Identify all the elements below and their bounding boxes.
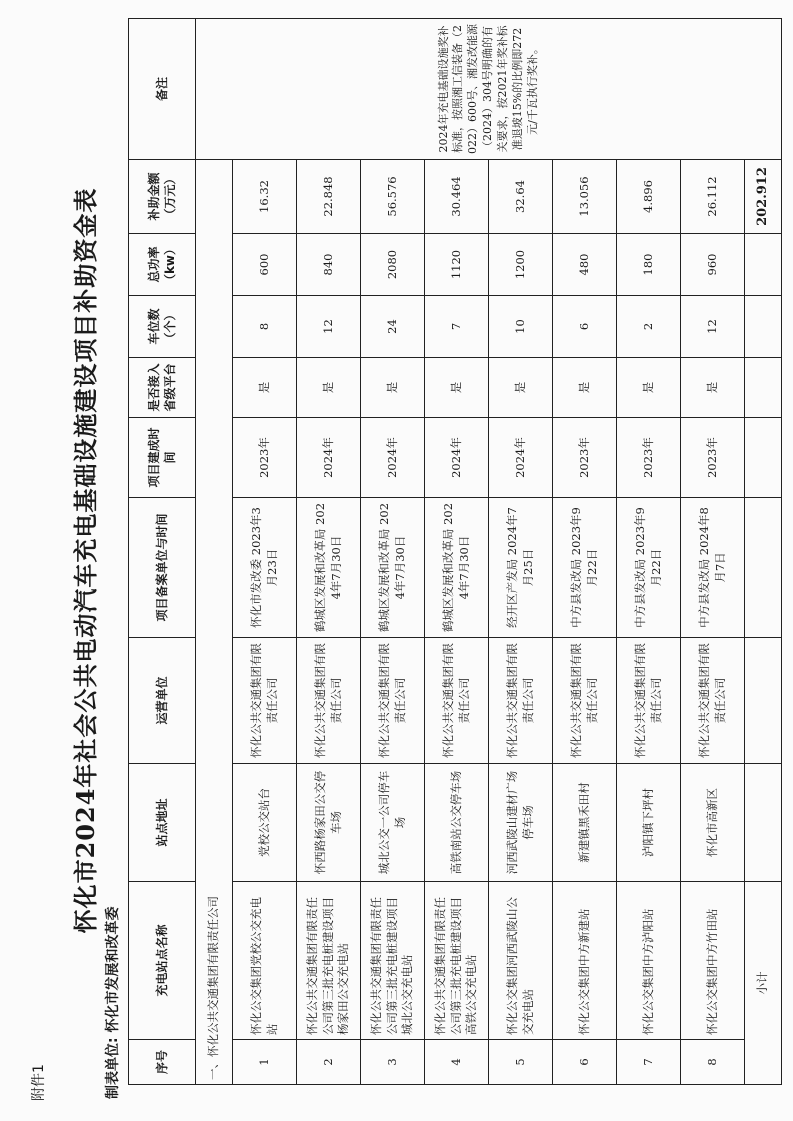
cell-spots: 24 (361, 296, 425, 358)
cell-address: 泸阳镇下坪村 (617, 764, 681, 882)
header-power: 总功率（kw） (129, 234, 196, 296)
cell-subsidy: 22.848 (297, 160, 361, 234)
cell-address: 高铁南站公交停车场 (425, 764, 489, 882)
table-row (425, 19, 489, 1085)
cell-station: 怀化公交集团河西武陵山公交充电站 (489, 882, 553, 1040)
section-title: 一、怀化公共交通集团有限责任公司 (196, 160, 233, 1085)
cell-seq: 6 (553, 1040, 617, 1085)
cell-platform: 是 (553, 358, 617, 418)
cell-station: 怀化公共交通集团有限责任公司第三批充电桩建设项目杨家田公交充电站 (297, 882, 361, 1040)
empty-cell (745, 234, 782, 296)
cell-power: 480 (553, 234, 617, 296)
table-row (681, 19, 745, 1085)
attachment-label: 附件1 (31, 1064, 47, 1101)
cell-platform: 是 (617, 358, 681, 418)
subtotal-row (745, 19, 782, 1085)
cell-subsidy: 26.112 (681, 160, 745, 234)
cell-filing: 经开区产发局 2024年7月25日 (489, 498, 553, 638)
cell-operator: 怀化公共交通集团有限责任公司 (617, 638, 681, 764)
cell-filing: 中方县发改局 2023年9月22日 (553, 498, 617, 638)
cell-spots: 7 (425, 296, 489, 358)
cell-year: 2023年 (233, 418, 297, 498)
empty-cell (745, 418, 782, 498)
cell-subsidy: 32.64 (489, 160, 553, 234)
empty-cell (745, 296, 782, 358)
cell-platform: 是 (361, 358, 425, 418)
cell-filing: 中方县发改局 2024年8月7日 (681, 498, 745, 638)
section-row (196, 19, 233, 1085)
cell-year: 2024年 (361, 418, 425, 498)
cell-operator: 怀化公共交通集团有限责任公司 (681, 638, 745, 764)
cell-seq: 3 (361, 1040, 425, 1085)
subsidy-table (128, 18, 782, 1085)
cell-address: 新建镇黑禾田村 (553, 764, 617, 882)
header-address: 站点地址 (129, 764, 196, 882)
cell-platform: 是 (425, 358, 489, 418)
cell-operator: 怀化公共交通集团有限责任公司 (297, 638, 361, 764)
table-row (361, 19, 425, 1085)
cell-year: 2024年 (425, 418, 489, 498)
empty-cell (745, 498, 782, 638)
header-note: 备注 (129, 19, 196, 160)
cell-filing: 鹤城区发展和改革局 2024年7月30日 (361, 498, 425, 638)
cell-address: 城北公交一公司停车场 (361, 764, 425, 882)
cell-spots: 8 (233, 296, 297, 358)
empty-cell (745, 358, 782, 418)
cell-seq: 4 (425, 1040, 489, 1085)
cell-filing: 鹤城区发展和改革局 2024年7月30日 (425, 498, 489, 638)
header-spots: 车位数（个） (129, 296, 196, 358)
cell-spots: 6 (553, 296, 617, 358)
cell-power: 1120 (425, 234, 489, 296)
subtotal-value: 202.912 (745, 160, 782, 234)
cell-year: 2024年 (297, 418, 361, 498)
cell-operator: 怀化公共交通集团有限责任公司 (233, 638, 297, 764)
cell-station: 怀化公交集团中方竹田站 (681, 882, 745, 1040)
cell-seq: 7 (617, 1040, 681, 1085)
header-operator: 运营单位 (129, 638, 196, 764)
cell-year: 2023年 (617, 418, 681, 498)
cell-station: 怀化公交集团党校公交充电站 (233, 882, 297, 1040)
cell-seq: 1 (233, 1040, 297, 1085)
header-filing: 项目备案单位与时间 (129, 498, 196, 638)
cell-station: 怀化公交集团中方泸阳站 (617, 882, 681, 1040)
subtotal-label: 小计 (745, 882, 782, 1085)
cell-platform: 是 (297, 358, 361, 418)
cell-station: 怀化公共交通集团有限责任公司第三批充电桩建设项目高铁公交充电站 (425, 882, 489, 1040)
cell-subsidy: 16.32 (233, 160, 297, 234)
cell-subsidy: 56.576 (361, 160, 425, 234)
header-station: 充电站点名称 (129, 882, 196, 1040)
cell-seq: 2 (297, 1040, 361, 1085)
header-seq: 序号 (129, 1040, 196, 1085)
cell-seq: 8 (681, 1040, 745, 1085)
empty-cell (745, 764, 782, 882)
cell-year: 2023年 (681, 418, 745, 498)
cell-spots: 12 (681, 296, 745, 358)
cell-station: 怀化公交集团中方新建站 (553, 882, 617, 1040)
cell-power: 1200 (489, 234, 553, 296)
cell-operator: 怀化公共交通集团有限责任公司 (553, 638, 617, 764)
table-row (233, 19, 297, 1085)
cell-subsidy: 30.464 (425, 160, 489, 234)
header-subsidy: 补助金额（万元） (129, 160, 196, 234)
table-row (553, 19, 617, 1085)
table-row (297, 19, 361, 1085)
cell-address: 河西武陵山建材广场停车场 (489, 764, 553, 882)
cell-platform: 是 (233, 358, 297, 418)
cell-platform: 是 (681, 358, 745, 418)
cell-address: 怀西路杨家田公交停车场 (297, 764, 361, 882)
cell-operator: 怀化公共交通集团有限责任公司 (361, 638, 425, 764)
cell-power: 960 (681, 234, 745, 296)
header-row (129, 19, 196, 1085)
cell-seq: 5 (489, 1040, 553, 1085)
cell-subsidy: 13.056 (553, 160, 617, 234)
cell-platform: 是 (489, 358, 553, 418)
table-row (617, 19, 681, 1085)
cell-year: 2024年 (489, 418, 553, 498)
cell-subsidy: 4.896 (617, 160, 681, 234)
cell-spots: 12 (297, 296, 361, 358)
header-year: 项目建成时间 (129, 418, 196, 498)
cell-address: 党校公交站台 (233, 764, 297, 882)
header-platform: 是否接入省级平台 (129, 358, 196, 418)
cell-spots: 10 (489, 296, 553, 358)
note-cell: 2024年充电基础设施奖补标准，按照湘工信装备（2022）600号、湘发改能源（2024）304号明确的有关要求，按2021年奖补标准退坡15%的比例即272元/千瓦执行奖补。 (196, 19, 782, 160)
cell-station: 怀化公共交通集团有限责任公司第三批充电桩建设项目城北公交充电站 (361, 882, 425, 1040)
cell-power: 840 (297, 234, 361, 296)
table-row (489, 19, 553, 1085)
cell-operator: 怀化公共交通集团有限责任公司 (425, 638, 489, 764)
cell-filing: 怀化市发改委 2023年3月23日 (233, 498, 297, 638)
prepared-by: 制表单位: 怀化市发展和改革委 (105, 906, 121, 1099)
cell-spots: 2 (617, 296, 681, 358)
cell-operator: 怀化公共交通集团有限责任公司 (489, 638, 553, 764)
cell-address: 怀化市高新区 (681, 764, 745, 882)
cell-filing: 中方县发改局 2023年9月22日 (617, 498, 681, 638)
cell-filing: 鹤城区发展和改革局 2024年7月30日 (297, 498, 361, 638)
cell-power: 180 (617, 234, 681, 296)
cell-year: 2023年 (553, 418, 617, 498)
empty-cell (745, 638, 782, 764)
cell-power: 600 (233, 234, 297, 296)
cell-power: 2080 (361, 234, 425, 296)
document-title: 怀化市2024年社会公共电动汽车充电基础设施建设项目补助资金表 (71, 187, 100, 934)
